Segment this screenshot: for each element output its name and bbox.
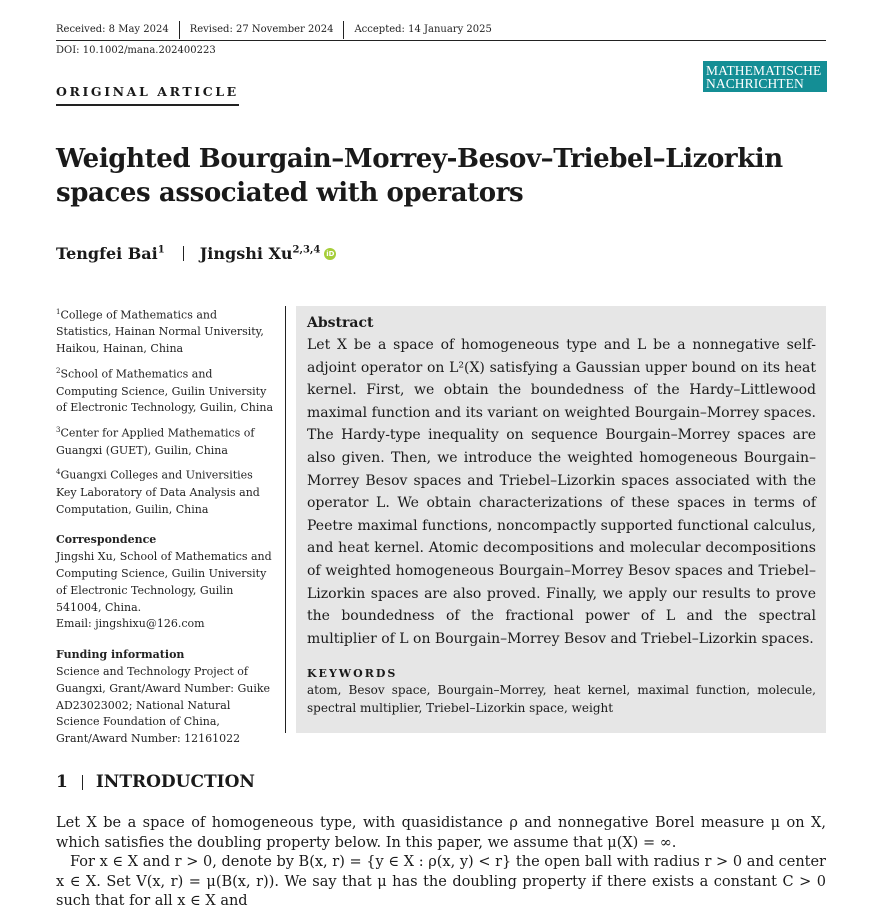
affiliation-4 — [56, 464, 274, 518]
author-list — [56, 244, 336, 263]
affiliation-1-sup: 1 — [56, 308, 61, 316]
revised-date: Revised: 27 November 2024 — [179, 21, 344, 39]
author-separator — [183, 246, 184, 261]
intro-paragraph-2: For x ∈ X and r > 0, denote by B(x, r) = {y ∈ X : ρ(x, y) < r} the open ball with radius r > 0 and center x ∈ X. Set V(x, r) = μ(B(x, r)). We say that μ has the doubling property if there exists a constant C > 0 such that for all x ∈ X and — [56, 854, 826, 909]
correspondence-text: Jingshi Xu, School of Mathematics and Computing Science, Guilin University of Electronic Technology, Guilin 541004, China. — [56, 550, 272, 614]
author-2-name: Jingshi Xu — [199, 244, 293, 263]
correspondence-email[interactable]: Email: jingshixu@126.com — [56, 617, 205, 631]
keywords-list: atom, Besov space, Bourgain–Morrey, heat kernel, maximal function, molecule, spectral multiplier, Triebel–Lizorkin space, weight — [307, 683, 816, 715]
funding-heading: Funding information — [56, 648, 185, 662]
journal-logo-line1: MATHEMATISCHE — [706, 62, 822, 78]
body-text — [56, 814, 826, 912]
accepted-date: Accepted: 14 January 2025 — [343, 21, 501, 39]
affiliation-3-sup: 3 — [56, 426, 61, 435]
affiliation-2-sup: 2 — [56, 367, 61, 376]
author-1[interactable] — [56, 244, 165, 263]
received-date: Received: 8 May 2024 — [56, 24, 169, 35]
section-number: 1 — [56, 772, 68, 792]
author-1-name: Tengfei Bai — [56, 244, 158, 263]
doi-link[interactable]: DOI: 10.1002/mana.202400223 — [56, 45, 216, 56]
paper-title: Weighted Bourgain–Morrey-Besov–Triebel–Lizorkin spaces associated with operators — [56, 144, 783, 208]
affiliation-2 — [56, 363, 274, 417]
affiliation-3-text: Center for Applied Mathematics of Guangxi (GUET), Guilin, China — [56, 426, 255, 457]
abstract-text: Let X be a space of homogeneous type and L be a nonnegative self-adjoint operator on L²(X) satisfying a Gaussian upper bound on its heat kernel. First, we obtain the boundedness of the Hardy–Littlewood maximal function and its variant on weighted Bourgain–Morrey spaces. The Hardy-type inequality on sequence Bourgain–Morrey spaces are also given. Then, we introduce the weighted homogeneous Bourgain–Morrey Besov spaces and Triebel–Lizorkin spaces associated with the operator L. We obtain characterizations of these spaces in terms of Peetre maximal functions, noncompactly supported functional calculus, and heat kernel. Atomic decompositions and molecular decompositions of weighted homogeneous Bourgain–Morrey Besov spaces and Triebel–Lizorkin spaces are also proved. Finally, we apply our results to prove the boundedness of the fractional power of L and the spectral multiplier of L on Bourgain–Morrey Besov and Triebel–Lizorkin spaces. — [307, 337, 816, 647]
correspondence-heading: Correspondence — [56, 533, 157, 547]
author-2[interactable] — [200, 244, 321, 263]
affiliation-3 — [56, 422, 274, 459]
section-separator — [82, 775, 83, 790]
author-2-affiliation: 2,3,4 — [292, 244, 321, 256]
abstract-heading: Abstract — [307, 315, 374, 331]
sidebar-info — [56, 304, 274, 748]
orcid-icon[interactable]: iD — [326, 249, 335, 258]
affiliation-4-sup: 4 — [56, 468, 61, 477]
affiliation-1 — [56, 304, 274, 358]
intro-paragraph-1: Let X be a space of homogeneous type, with quasidistance ρ and nonnegative Borel measure μ on X, which satisfies the doubling property below. In this paper, we assume that μ(X) = ∞. — [56, 815, 826, 851]
funding-text: Science and Technology Project of Guangxi, Grant/Award Number: Guike AD23023002; National Natural Science Foundation of China, Grant/Award Number: 12161022 — [56, 664, 271, 746]
article-type: ORIGINAL ARTICLE — [56, 84, 239, 106]
affiliation-1-text: College of Mathematics and Statistics, Hainan Normal University, Haikou, Hainan, China — [56, 308, 264, 356]
publication-dates — [56, 20, 826, 41]
section-title: INTRODUCTION — [95, 772, 255, 792]
section-heading — [56, 772, 255, 792]
affiliation-2-text: School of Mathematics and Computing Science, Guilin University of Electronic Technology, Guilin, China — [56, 367, 274, 415]
abstract-box — [296, 306, 826, 733]
column-divider — [285, 306, 286, 733]
journal-logo-line2: NACHRICHTEN — [706, 75, 804, 91]
affiliation-4-text: Guangxi Colleges and Universities Key Laboratory of Data Analysis and Computation, Guilin, China — [56, 469, 260, 516]
journal-logo[interactable] — [703, 61, 827, 92]
author-1-affiliation: 1 — [157, 244, 165, 256]
keywords-heading: KEYWORDS — [307, 667, 398, 681]
